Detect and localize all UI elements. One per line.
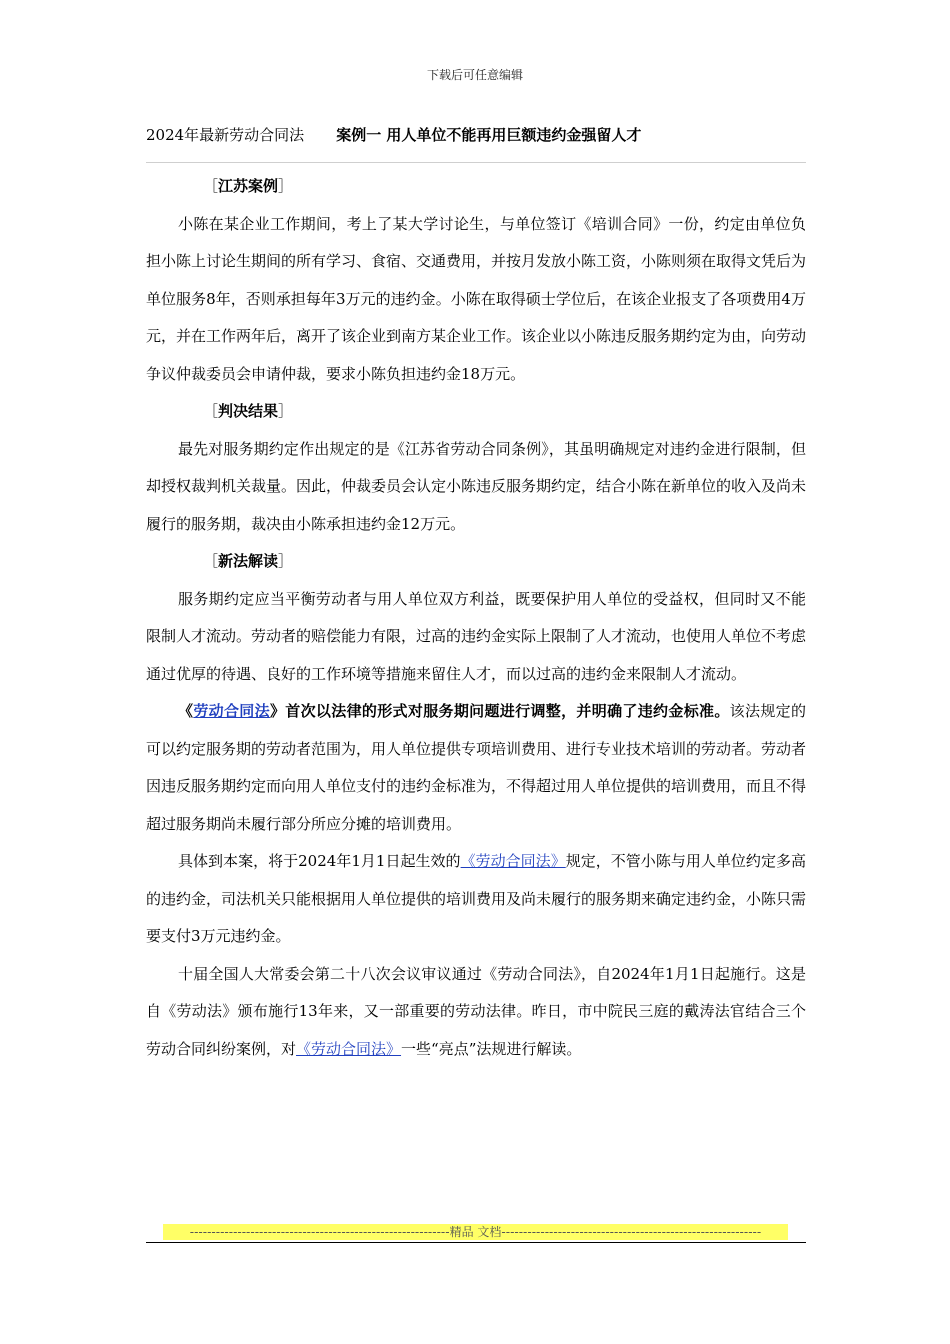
labor-contract-law-link[interactable]: 劳动合同法 xyxy=(193,702,270,720)
labor-contract-law-link[interactable]: 《劳动合同法》 xyxy=(460,852,566,870)
paragraph-law-standard: 《劳动合同法》首次以法律的形式对服务期问题进行调整，并明确了违约金标准。该法规定的可以约定服务期的劳动者范围为，用人单位提供专项培训费用、进行专业技术培训的劳动者。劳动者因违反服务期约定而向用人单位支付的违约金标准为，不得超过用人单位提供的培训费用，而且不得超过服务期尚未履行部分所应分摊的培训费用。 xyxy=(146,702,807,833)
document-body xyxy=(146,168,806,1068)
top-note: 下载后可任意编辑 xyxy=(426,68,523,82)
section-heading-jiangsu-case: ［江苏案例］ xyxy=(203,177,294,195)
document-header xyxy=(146,124,806,145)
paragraph-application: 具体到本案，将于2024年1月1日起生效的《劳动合同法》规定，不管小陈与用人单位约定多高的违约金，司法机关只能根据用人单位提供的培训费用及尚未履行的服务期来确定违约金，小陈只需要支付3万元违约金。 xyxy=(146,852,807,945)
paragraph-interpretation: 服务期约定应当平衡劳动者与用人单位双方利益，既要保护用人单位的受益权，但同时又不能限制人才流动。劳动者的赔偿能力有限，过高的违约金实际上限制了人才流动，也使用人单位不考虑通过优厚的待遇、良好的工作环境等措施来留住人才，而以过高的违约金来限制人才流动。 xyxy=(146,589,807,683)
paragraph-case-facts: 小陈在某企业工作期间，考上了某大学讨论生，与单位签订《培训合同》一份，约定由单位负担小陈上讨论生期间的所有学习、食宿、交通费用，并按月发放小陈工资，小陈则须在取得文凭后为单位服务8年，否则承担每年3万元的违约金。小陈在取得硕士学位后，在该企业报支了各项费用4万元，并在工作两年后，离开了该企业到南方某企业工作。该企业以小陈违反服务期约定为由，向劳动争议仲裁委员会申请仲裁，要求小陈负担违约金18万元。 xyxy=(146,214,807,383)
footer-text: 精品 文档 xyxy=(449,1225,502,1239)
header-divider xyxy=(146,162,806,163)
paragraph-background: 十届全国人大常委会第二十八次会议审议通过《劳动合同法》，自2024年1月1日起施行。这是自《劳动法》颁布施行13年来，又一部重要的劳动法律。昨日，市中院民三庭的戴涛法官结合三个劳动合同纠纷案例，对《劳动合同法》一些“亮点”法规进行解读。 xyxy=(146,964,806,1058)
footer-banner xyxy=(163,1224,788,1240)
footer-dashes-right: ------------------------------------------------------------ xyxy=(501,1225,762,1239)
footer-dashes-left: ------------------------------------------------------------ xyxy=(189,1225,450,1239)
case-title: 案例一 用人单位不能再用巨额违约金强留人才 xyxy=(336,126,642,144)
labor-contract-law-link[interactable]: 《劳动合同法》 xyxy=(296,1039,402,1058)
footer-divider xyxy=(146,1242,806,1243)
section-heading-judgment: ［判决结果］ xyxy=(203,402,294,420)
doc-title: 2024年最新劳动合同法 xyxy=(146,126,305,144)
section-heading-new-law: ［新法解读］ xyxy=(203,552,294,570)
paragraph-judgment: 最先对服务期约定作出规定的是《江苏省劳动合同条例》，其虽明确规定对违约金进行限制，但却授权裁判机关裁量。因此，仲裁委员会认定小陈违反服务期约定，结合小陈在新单位的收入及尚未履行的服务期，裁决由小陈承担违约金12万元。 xyxy=(146,439,807,533)
